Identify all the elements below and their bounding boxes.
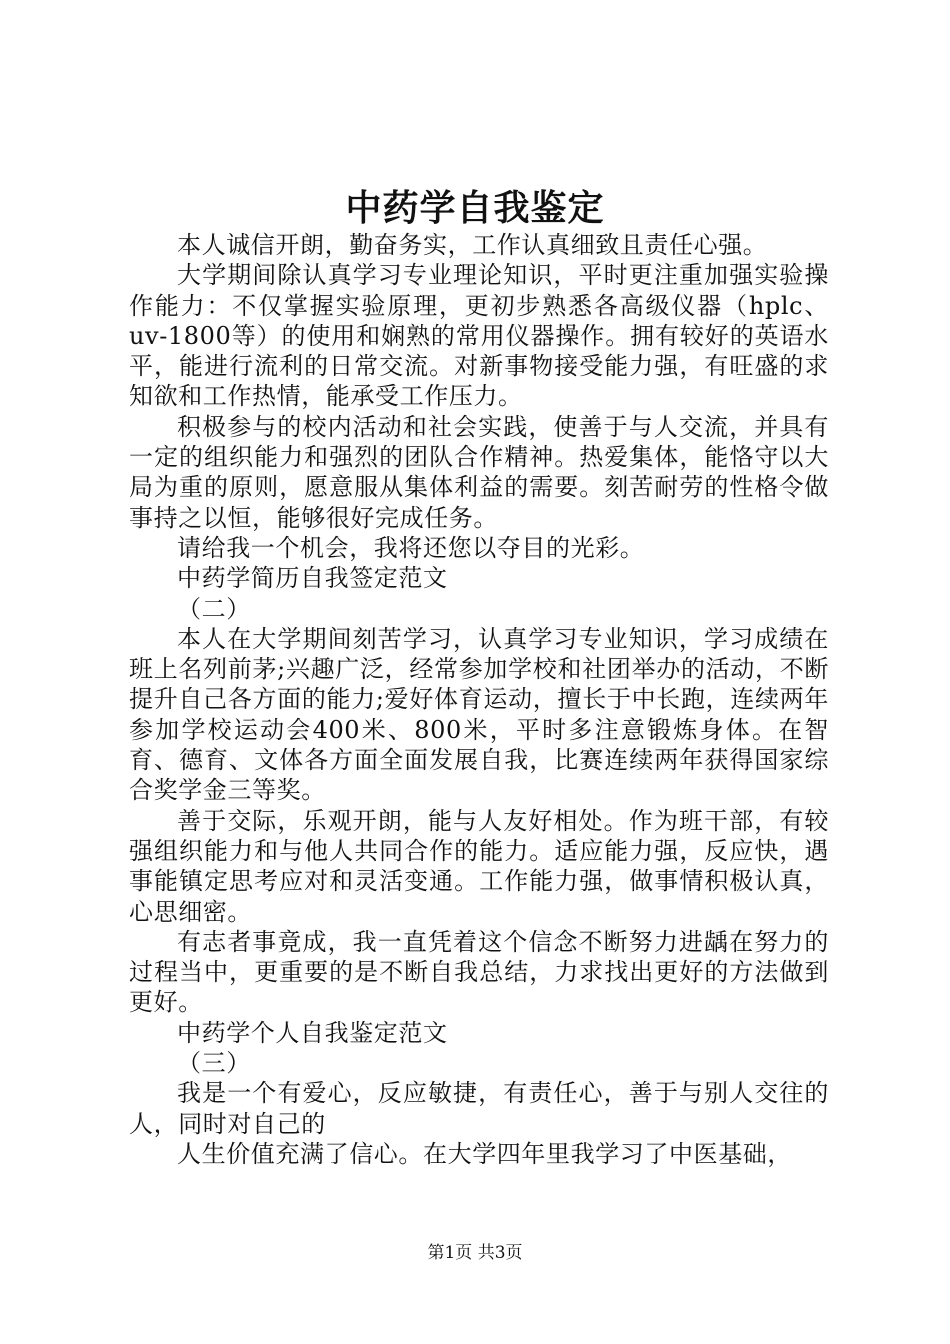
paragraph: 本人诚信开朗，勤奋务实，工作认真细致且责任心强。 bbox=[177, 231, 768, 259]
paragraph: 人生价值充满了信心。在大学四年里我学习了中医基础， bbox=[177, 1139, 792, 1168]
section-number: （三） bbox=[177, 1049, 251, 1078]
body-text bbox=[129, 230, 829, 1169]
page-title: 中药学自我鉴定 bbox=[345, 187, 605, 229]
section-number: （二） bbox=[177, 594, 251, 623]
paragraph: 有志者事竟成，我一直凭着这个信念不断努力进龋在努力的过程当中，更重要的是不断自我总结，力求找出更好的方法做到更好。 bbox=[129, 927, 829, 1017]
paragraph: 积极参与的校内活动和社会实践，使善于与人交流，并具有一定的组织能力和强烈的团队合作精神。热爱集体，能恪守以大局为重的原则，愿意服从集体利益的需要。刻苦耐劳的性格令做事持之以恒，能够很好完成任务。 bbox=[129, 412, 829, 532]
paragraph: 善于交际，乐观开朗，能与人友好相处。作为班干部，有较强组织能力和与他人共同合作的能力。适应能力强，反应快，遇事能镇定思考应对和灵活变通。工作能力强，做事情积极认真，心思细密。 bbox=[129, 806, 829, 926]
paragraph: 请给我一个机会，我将还您以夺目的光彩。 bbox=[177, 533, 645, 562]
paragraph: 我是一个有爱心，反应敏捷，有责任心，善于与别人交往的人，同时对自己的 bbox=[129, 1079, 829, 1138]
paragraph: 大学期间除认真学习专业理论知识，平时更注重加强实验操作能力：不仅掌握实验原理，更初步熟悉各高级仪器（hplc、uv-1800等）的使用和娴熟的常用仪器操作。拥有较好的英语水平，能进行流利的日常交流。对新事物接受能力强，有旺盛的求知欲和工作热情，能承受工作压力。 bbox=[129, 261, 829, 411]
paragraph: 本人在大学期间刻苦学习，认真学习专业知识，学习成绩在班上名列前茅;兴趣广泛，经常参加学校和社团举办的活动，不断提升自己各方面的能力;爱好体育运动，擅长于中长跑，连续两年参加学校运动会400米、800米，平时多注意锻炼身体。在智育、德育、文体各方面全面发展自我，比赛连续两年获得国家综合奖学金三等奖。 bbox=[129, 624, 829, 805]
section-heading: 中药学简历自我签定范文 bbox=[177, 564, 448, 593]
section-heading: 中药学个人自我鉴定范文 bbox=[177, 1018, 448, 1047]
page-footer: 第1页 共3页 bbox=[427, 1243, 523, 1263]
